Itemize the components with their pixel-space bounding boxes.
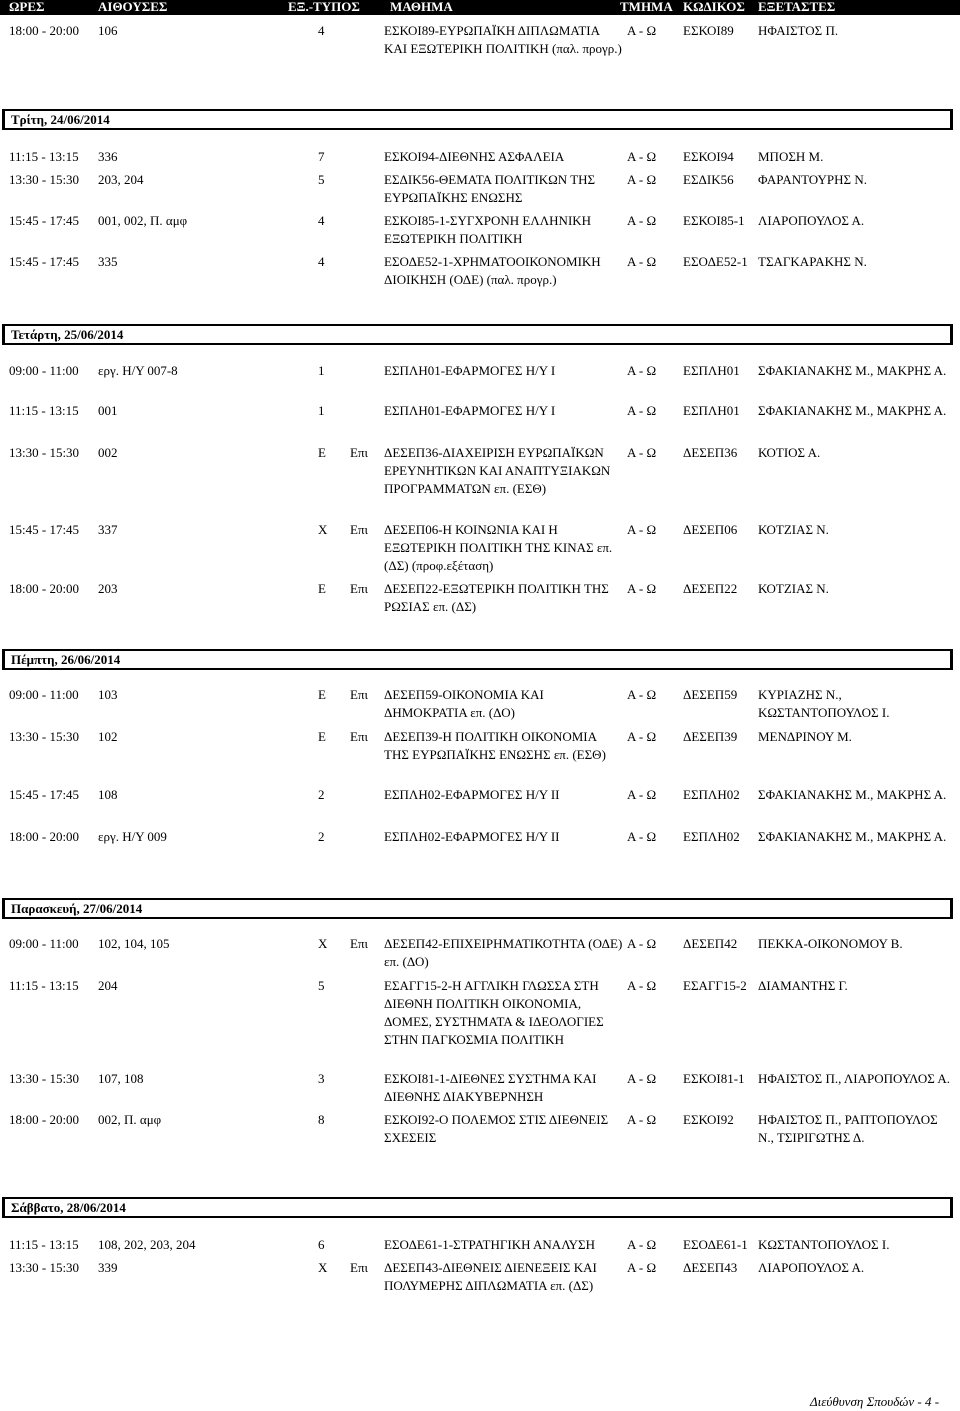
page-footer: Διεύθυνση Σπουδών - 4 - [810, 1394, 940, 1409]
exam-semester: Χ [318, 936, 328, 951]
exam-examiners: ΗΦΑΙΣΤΟΣ Π. [758, 23, 839, 38]
exam-room: 336 [98, 149, 118, 164]
day-heading: Τρίτη, 24/06/2014 [2, 109, 953, 130]
exam-semester: 4 [318, 213, 325, 228]
exam-course: ΔΕΣΕΠ59-ΟΙΚΟΝΟΜΙΑ ΚΑΙ ΔΗΜΟΚΡΑΤΙΑ επ. (ΔΟ) [384, 687, 544, 720]
exam-examiners: ΚΩΣΤΑΝΤΟΠΟΥΛΟΣ Ι. [758, 1237, 890, 1252]
exam-examiners: ΗΦΑΙΣΤΟΣ Π., ΛΙΑΡΟΠΟΥΛΟΣ Α. [758, 1071, 951, 1086]
exam-examiners: ΣΦΑΚΙΑΝΑΚΗΣ Μ., ΜΑΚΡΗΣ Α. [758, 403, 947, 418]
exam-time: 11:15 - 13:15 [9, 149, 79, 164]
exam-time: 09:00 - 11:00 [9, 687, 79, 702]
exam-course: ΕΣΟΔΕ52-1-ΧΡΗΜΑΤΟΟΙΚΟΝΟΜΙΚΗ ΔΙΟΙΚΗΣΗ (ΟΔΕ) (παλ. προγρ.) [384, 254, 601, 287]
exam-semester: 4 [318, 254, 325, 269]
exam-room: 108, 202, 203, 204 [98, 1237, 196, 1252]
exam-course: ΕΣΚΟΙ85-1-ΣΥΓΧΡΟΝΗ ΕΛΛΗΝΙΚΗ ΕΞΩΤΕΡΙΚΗ ΠΟΛΙΤΙΚΗ [384, 213, 592, 246]
exam-course: ΔΕΣΕΠ39-Η ΠΟΛΙΤΙΚΗ ΟΙΚΟΝΟΜΙΑ ΤΗΣ ΕΥΡΩΠΑΪΚΗΣ ΕΝΩΣΗΣ επ. (ΕΣΘ) [384, 729, 606, 762]
exam-semester: Χ [318, 522, 328, 537]
exam-course: ΔΕΣΕΠ43-ΔΙΕΘΝΕΙΣ ΔΙΕΝΕΞΕΙΣ ΚΑΙ ΠΟΛΥΜΕΡΗΣ ΔΙΠΛΩΜΑΤΙΑ επ. (ΔΣ) [384, 1260, 597, 1293]
exam-group: Α - Ω [627, 403, 657, 418]
exam-time: 18:00 - 20:00 [9, 1112, 80, 1127]
exam-semester: 2 [318, 829, 325, 844]
exam-code: ΔΕΣΕΠ43 [683, 1260, 738, 1275]
exam-room: 107, 108 [98, 1071, 144, 1086]
exam-room: 001 [98, 403, 118, 418]
exam-code: ΕΣΠΛΗ01 [683, 363, 740, 378]
exam-semester: Χ [318, 1260, 328, 1275]
exam-group: Α - Ω [627, 687, 657, 702]
exam-semester: 4 [318, 23, 325, 38]
exam-code: ΕΣΔΙΚ56 [683, 172, 734, 187]
exam-semester: 2 [318, 787, 325, 802]
exam-code: ΕΣΠΛΗ02 [683, 829, 740, 844]
exam-type: Επι [350, 936, 369, 951]
day-heading: Σάββατο, 28/06/2014 [2, 1197, 953, 1218]
exam-examiners: ΛΙΑΡΟΠΟΥΛΟΣ Α. [758, 213, 865, 228]
exam-semester: 1 [318, 363, 325, 378]
exam-course: ΕΣΑΓΓ15-2-Η ΑΓΓΛΙΚΗ ΓΛΩΣΣΑ ΣΤΗ ΔΙΕΘΝΗ ΠΟΛΙΤΙΚΗ ΟΙΚΟΝΟΜΙΑ, ΔΟΜΕΣ, ΣΥΣΤΗΜΑΤΑ & ΙΔΕΟΛΟΓΙΕΣ ΣΤΗΝ ΠΑΓΚΟΣΜΙΑ ΠΟΛΙΤΙΚΗ [384, 978, 604, 1047]
exam-room: 106 [98, 23, 118, 38]
exam-code: ΕΣΚΟΙ85-1 [683, 213, 745, 228]
exam-semester: Ε [318, 729, 326, 744]
day-heading: Τετάρτη, 25/06/2014 [2, 324, 953, 345]
exam-time: 18:00 - 20:00 [9, 23, 80, 38]
exam-time: 09:00 - 11:00 [9, 936, 79, 951]
exam-semester: 5 [318, 978, 325, 993]
exam-time: 13:30 - 15:30 [9, 1071, 80, 1086]
exam-examiners: ΛΙΑΡΟΠΟΥΛΟΣ Α. [758, 1260, 865, 1275]
exam-time: 13:30 - 15:30 [9, 729, 80, 744]
exam-group: Α - Ω [627, 172, 657, 187]
header-course: ΜΑΘΗΜΑ [390, 0, 453, 14]
exam-room: 337 [98, 522, 118, 537]
exam-room: 001, 002, Π. αμφ [98, 213, 188, 228]
exam-course: ΕΣΠΛΗ02-ΕΦΑΡΜΟΓΕΣ Η/Υ ΙΙ [384, 829, 560, 844]
exam-code: ΕΣΑΓΓ15-2 [683, 978, 747, 993]
exam-code: ΔΕΣΕΠ42 [683, 936, 738, 951]
exam-course: ΔΕΣΕΠ22-ΕΞΩΤΕΡΙΚΗ ΠΟΛΙΤΙΚΗ ΤΗΣ ΡΩΣΙΑΣ επ. (ΔΣ) [384, 581, 609, 614]
exam-code: ΕΣΟΔΕ52-1 [683, 254, 748, 269]
exam-semester: 1 [318, 403, 325, 418]
exam-examiners: ΚΟΤΖΙΑΣ Ν. [758, 522, 829, 537]
exam-type: Επι [350, 581, 369, 596]
exam-group: Α - Ω [627, 1237, 657, 1252]
day-heading: Πέμπτη, 26/06/2014 [2, 649, 953, 670]
exam-semester: Ε [318, 581, 326, 596]
exam-time: 13:30 - 15:30 [9, 1260, 80, 1275]
header-rooms: ΑΙΘΟΥΣΕΣ [98, 0, 168, 14]
exam-course: ΕΣΟΔΕ61-1-ΣΤΡΑΤΗΓΙΚΗ ΑΝΑΛΥΣΗ [384, 1237, 595, 1252]
exam-room: 339 [98, 1260, 118, 1275]
exam-examiners: ΣΦΑΚΙΑΝΑΚΗΣ Μ., ΜΑΚΡΗΣ Α. [758, 787, 947, 802]
exam-room: 335 [98, 254, 118, 269]
exam-semester: 5 [318, 172, 325, 187]
exam-examiners: ΚΟΤΙΟΣ Α. [758, 445, 821, 460]
exam-room: 203, 204 [98, 172, 144, 187]
exam-group: Α - Ω [627, 1112, 657, 1127]
exam-course: ΕΣΠΛΗ01-ΕΦΑΡΜΟΓΕΣ Η/Υ Ι [384, 403, 556, 418]
exam-time: 18:00 - 20:00 [9, 581, 80, 596]
exam-examiners: ΤΣΑΓΚΑΡΑΚΗΣ Ν. [758, 254, 867, 269]
exam-code: ΕΣΚΟΙ81-1 [683, 1071, 745, 1086]
header-hours: ΩΡΕΣ [9, 0, 45, 14]
exam-course: ΔΕΣΕΠ36-ΔΙΑΧΕΙΡΙΣΗ ΕΥΡΩΠΑΪΚΩΝ ΕΡΕΥΝΗΤΙΚΩΝ ΚΑΙ ΑΝΑΠΤΥΞΙΑΚΩΝ ΠΡΟΓΡΑΜΜΑΤΩΝ επ. (ΕΣΘ) [384, 445, 611, 496]
exam-examiners: ΦΑΡΑΝΤΟΥΡΗΣ Ν. [758, 172, 868, 187]
exam-course: ΕΣΚΟΙ92-Ο ΠΟΛΕΜΟΣ ΣΤΙΣ ΔΙΕΘΝΕΙΣ ΣΧΕΣΕΙΣ [384, 1112, 609, 1145]
exam-type: Επι [350, 687, 369, 702]
exam-group: Α - Ω [627, 787, 657, 802]
header-semester-type: ΕΞ.-ΤΥΠΟΣ [288, 0, 360, 14]
exam-time: 11:15 - 13:15 [9, 1237, 79, 1252]
exam-code: ΔΕΣΕΠ59 [683, 687, 738, 702]
exam-group: Α - Ω [627, 213, 657, 228]
exam-group: Α - Ω [627, 445, 657, 460]
exam-examiners: ΚΥΡΙΑΖΗΣ Ν., ΚΩΣΤΑΝΤΟΠΟΥΛΟΣ Ι. [758, 687, 890, 720]
exam-course: ΕΣΠΛΗ02-ΕΦΑΡΜΟΓΕΣ Η/Υ ΙΙ [384, 787, 560, 802]
exam-course: ΕΣΠΛΗ01-ΕΦΑΡΜΟΓΕΣ Η/Υ Ι [384, 363, 556, 378]
exam-room: 002, Π. αμφ [98, 1112, 162, 1127]
exam-course: ΔΕΣΕΠ06-Η ΚΟΙΝΩΝΙΑ ΚΑΙ Η ΕΞΩΤΕΡΙΚΗ ΠΟΛΙΤΙΚΗ ΤΗΣ ΚΙΝΑΣ επ. (ΔΣ) (προφ.εξέταση) [384, 522, 613, 573]
exam-time: 11:15 - 13:15 [9, 978, 79, 993]
exam-examiners: ΠΕΚΚΑ-ΟΙΚΟΝΟΜΟΥ Β. [758, 936, 903, 951]
exam-group: Α - Ω [627, 23, 657, 38]
exam-semester: 8 [318, 1112, 325, 1127]
exam-code: ΕΣΚΟΙ89 [683, 23, 734, 38]
exam-time: 13:30 - 15:30 [9, 172, 80, 187]
exam-examiners: ΣΦΑΚΙΑΝΑΚΗΣ Μ., ΜΑΚΡΗΣ Α. [758, 829, 947, 844]
exam-group: Α - Ω [627, 936, 657, 951]
exam-group: Α - Ω [627, 1260, 657, 1275]
exam-semester: 3 [318, 1071, 325, 1086]
exam-code: ΔΕΣΕΠ22 [683, 581, 738, 596]
exam-type: Επι [350, 445, 369, 460]
exam-time: 15:45 - 17:45 [9, 787, 80, 802]
exam-examiners: ΜΠΟΣΗ Μ. [758, 149, 824, 164]
exam-code: ΔΕΣΕΠ36 [683, 445, 738, 460]
exam-group: Α - Ω [627, 254, 657, 269]
exam-room: 204 [98, 978, 118, 993]
exam-group: Α - Ω [627, 978, 657, 993]
exam-semester: 7 [318, 149, 325, 164]
exam-examiners: ΔΙΑΜΑΝΤΗΣ Γ. [758, 978, 848, 993]
exam-course: ΕΣΚΟΙ81-1-ΔΙΕΘΝΕΣ ΣΥΣΤΗΜΑ ΚΑΙ ΔΙΕΘΝΗΣ ΔΙΑΚΥΒΕΡΝΗΣΗ [384, 1071, 597, 1104]
exam-group: Α - Ω [627, 1071, 657, 1086]
exam-code: ΕΣΚΟΙ94 [683, 149, 734, 164]
exam-time: 11:15 - 13:15 [9, 403, 79, 418]
exam-room: 002 [98, 445, 118, 460]
exam-course: ΕΣΔΙΚ56-ΘΕΜΑΤΑ ΠΟΛΙΤΙΚΩΝ ΤΗΣ ΕΥΡΩΠΑΪΚΗΣ ΕΝΩΣΗΣ [384, 172, 596, 205]
exam-examiners: ΚΟΤΖΙΑΣ Ν. [758, 581, 829, 596]
exam-group: Α - Ω [627, 149, 657, 164]
exam-semester: Ε [318, 687, 326, 702]
exam-room: 103 [98, 687, 118, 702]
exam-course: ΕΣΚΟΙ94-ΔΙΕΘΝΗΣ ΑΣΦΑΛΕΙΑ [384, 149, 565, 164]
exam-code: ΔΕΣΕΠ06 [683, 522, 738, 537]
exam-time: 15:45 - 17:45 [9, 213, 80, 228]
day-heading: Παρασκευή, 27/06/2014 [2, 898, 953, 919]
exam-examiners: ΗΦΑΙΣΤΟΣ Π., ΡΑΠΤΟΠΟΥΛΟΣ Ν., ΤΣΙΡΙΓΩΤΗΣ Δ. [758, 1112, 938, 1145]
header-group: ΤΜΗΜΑ [620, 0, 673, 14]
exam-room: 108 [98, 787, 118, 802]
exam-code: ΕΣΠΛΗ02 [683, 787, 740, 802]
exam-time: 15:45 - 17:45 [9, 522, 80, 537]
exam-time: 15:45 - 17:45 [9, 254, 80, 269]
exam-time: 18:00 - 20:00 [9, 829, 80, 844]
exam-type: Επι [350, 1260, 369, 1275]
exam-room: εργ. Η/Υ 009 [98, 829, 167, 844]
exam-code: ΕΣΚΟΙ92 [683, 1112, 734, 1127]
exam-time: 13:30 - 15:30 [9, 445, 80, 460]
header-code: ΚΩΔΙΚΟΣ [683, 0, 745, 14]
exam-semester: Ε [318, 445, 326, 460]
exam-code: ΕΣΠΛΗ01 [683, 403, 740, 418]
exam-group: Α - Ω [627, 581, 657, 596]
exam-semester: 6 [318, 1237, 325, 1252]
column-header-bar [0, 0, 960, 15]
exam-code: ΕΣΟΔΕ61-1 [683, 1237, 748, 1252]
exam-examiners: ΣΦΑΚΙΑΝΑΚΗΣ Μ., ΜΑΚΡΗΣ Α. [758, 363, 947, 378]
exam-group: Α - Ω [627, 829, 657, 844]
exam-group: Α - Ω [627, 363, 657, 378]
exam-room: 203 [98, 581, 118, 596]
exam-code: ΔΕΣΕΠ39 [683, 729, 738, 744]
exam-group: Α - Ω [627, 522, 657, 537]
exam-group: Α - Ω [627, 729, 657, 744]
exam-examiners: ΜΕΝΔΡΙΝΟΥ Μ. [758, 729, 852, 744]
exam-time: 09:00 - 11:00 [9, 363, 79, 378]
exam-room: εργ. Η/Υ 007-8 [98, 363, 178, 378]
exam-room: 102, 104, 105 [98, 936, 170, 951]
exam-type: Επι [350, 522, 369, 537]
exam-type: Επι [350, 729, 369, 744]
header-examiners: ΕΞΕΤΑΣΤΕΣ [758, 0, 836, 14]
exam-room: 102 [98, 729, 118, 744]
exam-course: ΔΕΣΕΠ42-ΕΠΙΧΕΙΡΗΜΑΤΙΚΟΤΗΤΑ (ΟΔΕ) επ. (ΔΟ) [384, 936, 623, 969]
exam-course: ΕΣΚΟΙ89-ΕΥΡΩΠΑΪΚΗ ΔΙΠΛΩΜΑΤΙΑ ΚΑΙ ΕΞΩΤΕΡΙΚΗ ΠΟΛΙΤΙΚΗ (παλ. προγρ.) [384, 23, 622, 56]
